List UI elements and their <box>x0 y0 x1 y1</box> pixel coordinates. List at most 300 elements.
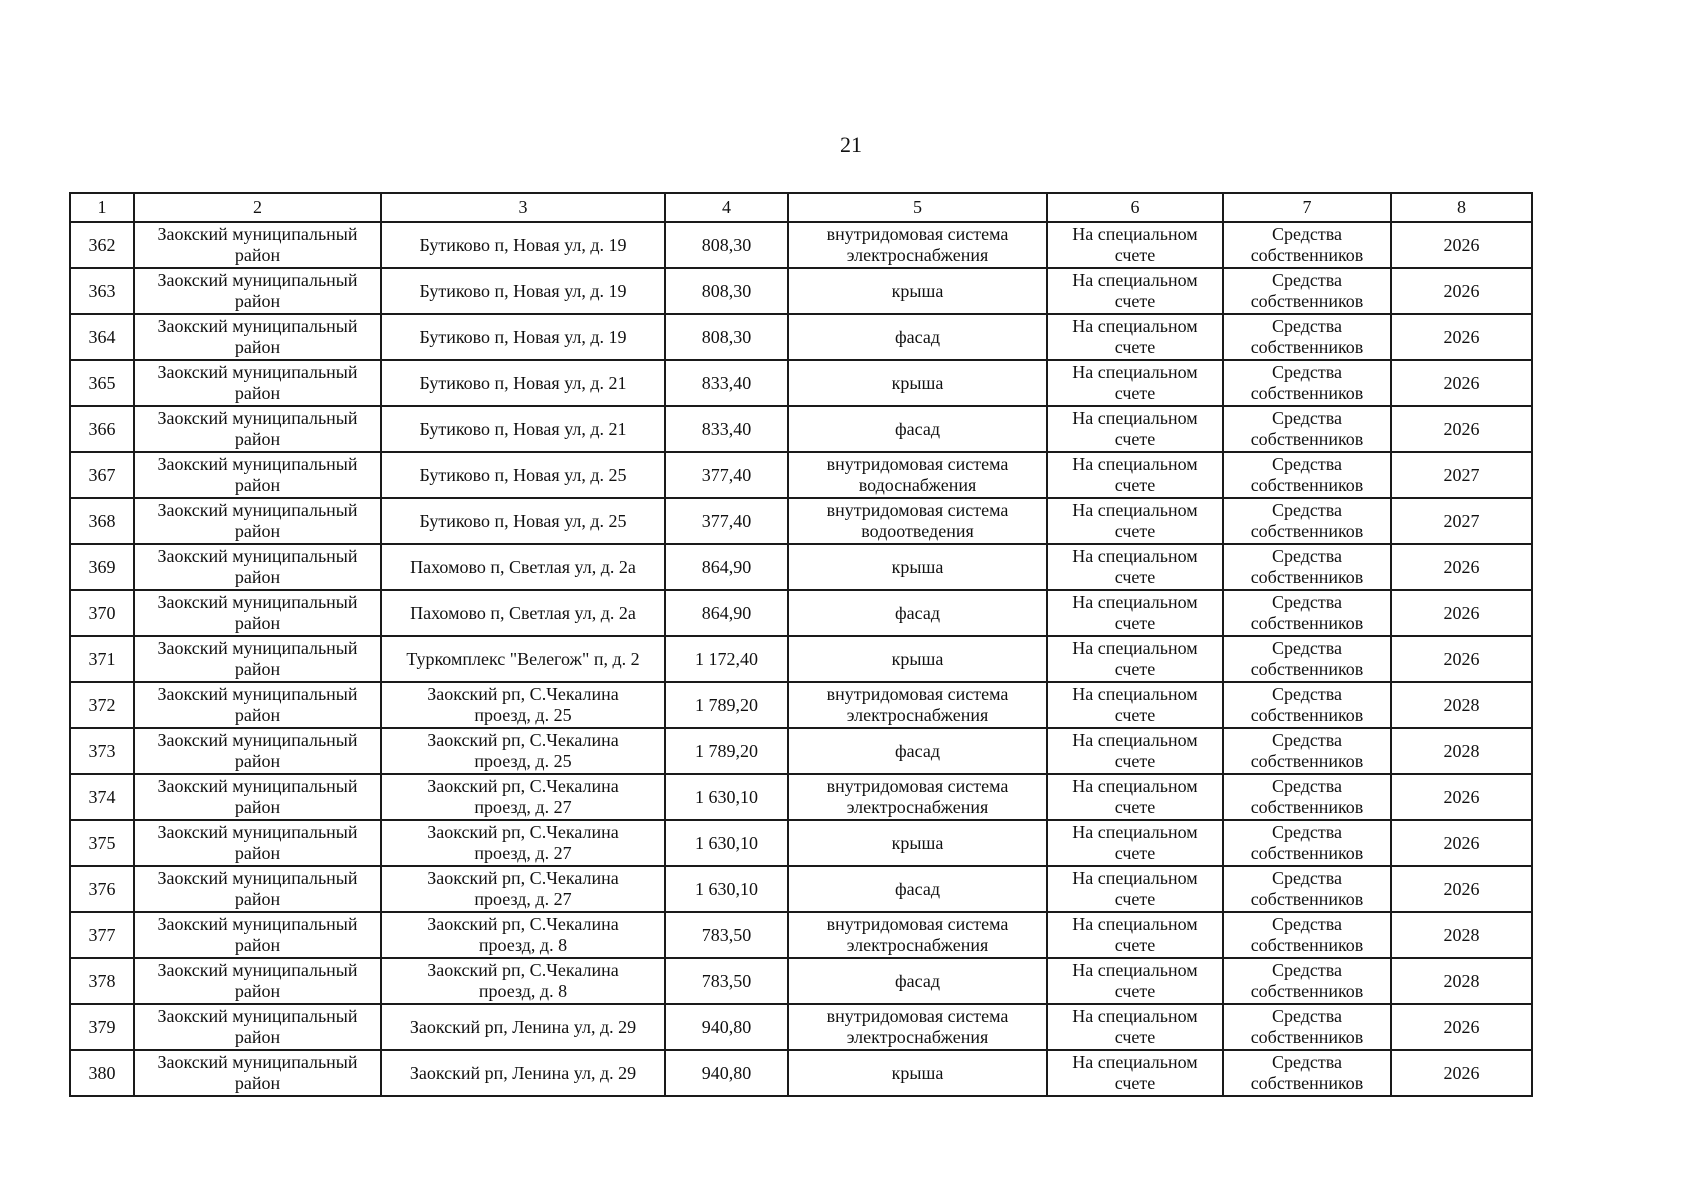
district-cell <box>134 866 381 912</box>
work-type-cell-line: электроснабжения <box>846 245 989 265</box>
work-type-cell-line: электроснабжения <box>846 1027 989 1047</box>
funding-source-cell <box>1223 820 1391 866</box>
work-type-cell-line: фасад <box>894 740 940 761</box>
funding-source-cell-line: Средства <box>1271 638 1343 658</box>
account-cell-line: счете <box>1114 337 1156 357</box>
row-number-cell: 369 <box>70 544 134 590</box>
district-cell <box>134 314 381 360</box>
address-cell-line: Бутиково п, Новая ул, д. 19 <box>419 326 627 347</box>
work-type-cell-line: крыша <box>891 372 944 393</box>
funding-source-cell <box>1223 728 1391 774</box>
work-type-cell-line: фасад <box>894 326 940 347</box>
funding-source-cell-line: Средства <box>1271 270 1343 290</box>
work-type-cell <box>788 958 1047 1004</box>
account-cell-line: На специальном <box>1072 730 1198 750</box>
account-cell <box>1047 866 1223 912</box>
district-cell <box>134 222 381 268</box>
funding-source-cell-line: собственников <box>1250 843 1364 863</box>
funding-source-cell-line: собственников <box>1250 981 1364 1001</box>
address-cell-line: Заокский рп, С.Чекалина <box>427 914 619 934</box>
district-cell-line: район <box>234 613 281 633</box>
year-cell: 2027 <box>1391 498 1532 544</box>
address-cell <box>381 774 665 820</box>
table-row <box>70 820 1532 866</box>
table-row <box>70 728 1532 774</box>
area-cell: 833,40 <box>665 406 788 452</box>
account-cell-line: На специальном <box>1072 684 1198 704</box>
table-row <box>70 1004 1532 1050</box>
year-cell: 2026 <box>1391 774 1532 820</box>
address-cell-line: Заокский рп, С.Чекалина <box>427 684 619 704</box>
funding-source-cell-line: собственников <box>1250 751 1364 771</box>
account-cell-line: счете <box>1114 659 1156 679</box>
table-row <box>70 912 1532 958</box>
address-cell <box>381 498 665 544</box>
account-cell-line: На специальном <box>1072 500 1198 520</box>
row-number-cell: 363 <box>70 268 134 314</box>
district-cell-line: Заокский муниципальный <box>157 362 358 382</box>
account-cell-line: На специальном <box>1072 408 1198 428</box>
table-row <box>70 406 1532 452</box>
area-cell: 940,80 <box>665 1004 788 1050</box>
district-cell-line: Заокский муниципальный <box>157 408 358 428</box>
address-cell-line: Заокский рп, Ленина ул, д. 29 <box>409 1062 637 1083</box>
row-number-cell: 375 <box>70 820 134 866</box>
account-cell-line: На специальном <box>1072 592 1198 612</box>
column-header: 1 <box>70 193 134 222</box>
address-cell <box>381 314 665 360</box>
funding-source-cell-line: Средства <box>1271 316 1343 336</box>
funding-source-cell-line: Средства <box>1271 776 1343 796</box>
district-cell-line: район <box>234 889 281 909</box>
funding-source-cell <box>1223 912 1391 958</box>
district-cell-line: Заокский муниципальный <box>157 776 358 796</box>
funding-source-cell-line: собственников <box>1250 935 1364 955</box>
funding-source-cell-line: Средства <box>1271 684 1343 704</box>
address-cell-line: проезд, д. 25 <box>474 705 572 725</box>
area-cell: 1 789,20 <box>665 682 788 728</box>
funding-source-cell-line: Средства <box>1271 592 1343 612</box>
year-cell: 2026 <box>1391 314 1532 360</box>
address-cell-line: Бутиково п, Новая ул, д. 25 <box>419 510 627 531</box>
account-cell-line: На специальном <box>1072 1006 1198 1026</box>
district-cell-line: район <box>234 383 281 403</box>
funding-source-cell-line: собственников <box>1250 705 1364 725</box>
district-cell-line: район <box>234 981 281 1001</box>
account-cell-line: На специальном <box>1072 454 1198 474</box>
funding-source-cell <box>1223 774 1391 820</box>
address-cell <box>381 452 665 498</box>
address-cell-line: Пахомово п, Светлая ул, д. 2а <box>410 556 636 577</box>
address-cell <box>381 268 665 314</box>
area-cell: 783,50 <box>665 912 788 958</box>
year-cell: 2026 <box>1391 544 1532 590</box>
funding-source-cell-line: собственников <box>1250 889 1364 909</box>
year-cell: 2026 <box>1391 1050 1532 1096</box>
district-cell <box>134 682 381 728</box>
address-cell-line: Заокский рп, С.Чекалина <box>427 822 619 842</box>
account-cell-line: На специальном <box>1072 822 1198 842</box>
account-cell-line: счете <box>1114 705 1156 725</box>
work-type-cell <box>788 268 1047 314</box>
account-cell <box>1047 1004 1223 1050</box>
table-row <box>70 958 1532 1004</box>
address-cell-line: проезд, д. 27 <box>474 797 572 817</box>
account-cell-line: счете <box>1114 751 1156 771</box>
work-type-cell-line: электроснабжения <box>846 935 989 955</box>
account-cell-line: счете <box>1114 889 1156 909</box>
funding-source-cell <box>1223 360 1391 406</box>
district-cell <box>134 820 381 866</box>
table-row <box>70 360 1532 406</box>
funding-source-cell-line: собственников <box>1250 291 1364 311</box>
account-cell <box>1047 958 1223 1004</box>
table-body <box>70 222 1532 1096</box>
funding-source-cell-line: Средства <box>1271 1052 1343 1072</box>
district-cell-line: Заокский муниципальный <box>157 822 358 842</box>
district-cell <box>134 958 381 1004</box>
account-cell <box>1047 498 1223 544</box>
account-cell-line: На специальном <box>1072 868 1198 888</box>
address-cell-line: Бутиково п, Новая ул, д. 19 <box>419 280 627 301</box>
district-cell-line: район <box>234 843 281 863</box>
work-type-cell-line: электроснабжения <box>846 705 989 725</box>
district-cell-line: Заокский муниципальный <box>157 546 358 566</box>
area-cell: 808,30 <box>665 314 788 360</box>
address-cell-line: проезд, д. 8 <box>478 981 568 1001</box>
area-cell: 1 630,10 <box>665 774 788 820</box>
district-cell <box>134 544 381 590</box>
registry-table <box>69 192 1533 1097</box>
district-cell <box>134 636 381 682</box>
work-type-cell-line: фасад <box>894 878 940 899</box>
year-cell: 2026 <box>1391 1004 1532 1050</box>
work-type-cell <box>788 912 1047 958</box>
district-cell-line: район <box>234 705 281 725</box>
address-cell <box>381 1050 665 1096</box>
address-cell <box>381 636 665 682</box>
work-type-cell <box>788 452 1047 498</box>
work-type-cell-line: водоснабжения <box>858 475 977 495</box>
year-cell: 2026 <box>1391 590 1532 636</box>
address-cell-line: Пахомово п, Светлая ул, д. 2а <box>410 602 636 623</box>
address-cell <box>381 866 665 912</box>
work-type-cell <box>788 636 1047 682</box>
district-cell <box>134 498 381 544</box>
funding-source-cell <box>1223 544 1391 590</box>
address-cell <box>381 222 665 268</box>
row-number-cell: 365 <box>70 360 134 406</box>
district-cell-line: район <box>234 521 281 541</box>
address-cell <box>381 360 665 406</box>
table-row <box>70 544 1532 590</box>
work-type-cell-line: внутридомовая система <box>826 454 1009 474</box>
funding-source-cell-line: Средства <box>1271 454 1343 474</box>
district-cell-line: район <box>234 751 281 771</box>
district-cell-line: район <box>234 245 281 265</box>
funding-source-cell <box>1223 958 1391 1004</box>
account-cell <box>1047 268 1223 314</box>
year-cell: 2026 <box>1391 636 1532 682</box>
district-cell-line: район <box>234 659 281 679</box>
row-number-cell: 370 <box>70 590 134 636</box>
account-cell-line: счете <box>1114 935 1156 955</box>
work-type-cell <box>788 682 1047 728</box>
row-number-cell: 378 <box>70 958 134 1004</box>
work-type-cell <box>788 774 1047 820</box>
account-cell-line: счете <box>1114 797 1156 817</box>
district-cell-line: район <box>234 1073 281 1093</box>
funding-source-cell-line: собственников <box>1250 429 1364 449</box>
account-cell-line: На специальном <box>1072 776 1198 796</box>
address-cell-line: Заокский рп, С.Чекалина <box>427 730 619 750</box>
year-cell: 2026 <box>1391 406 1532 452</box>
work-type-cell-line: фасад <box>894 970 940 991</box>
district-cell <box>134 406 381 452</box>
account-cell <box>1047 452 1223 498</box>
work-type-cell <box>788 406 1047 452</box>
district-cell-line: Заокский муниципальный <box>157 316 358 336</box>
address-cell <box>381 912 665 958</box>
address-cell-line: проезд, д. 27 <box>474 889 572 909</box>
area-cell: 833,40 <box>665 360 788 406</box>
area-cell: 1 789,20 <box>665 728 788 774</box>
address-cell-line: проезд, д. 25 <box>474 751 572 771</box>
account-cell-line: счете <box>1114 1073 1156 1093</box>
row-number-cell: 366 <box>70 406 134 452</box>
address-cell-line: Бутиково п, Новая ул, д. 21 <box>419 372 627 393</box>
column-header: 5 <box>788 193 1047 222</box>
work-type-cell-line: крыша <box>891 648 944 669</box>
district-cell <box>134 774 381 820</box>
funding-source-cell <box>1223 222 1391 268</box>
district-cell-line: район <box>234 475 281 495</box>
district-cell-line: район <box>234 429 281 449</box>
address-cell-line: Бутиково п, Новая ул, д. 19 <box>419 234 627 255</box>
district-cell-line: район <box>234 337 281 357</box>
work-type-cell-line: крыша <box>891 1062 944 1083</box>
address-cell <box>381 820 665 866</box>
account-cell-line: счете <box>1114 1027 1156 1047</box>
work-type-cell <box>788 222 1047 268</box>
district-cell-line: Заокский муниципальный <box>157 224 358 244</box>
address-cell <box>381 1004 665 1050</box>
work-type-cell-line: водоотведения <box>861 521 974 541</box>
address-cell <box>381 590 665 636</box>
row-number-cell: 367 <box>70 452 134 498</box>
work-type-cell-line: электроснабжения <box>846 797 989 817</box>
account-cell-line: счете <box>1114 567 1156 587</box>
column-header: 8 <box>1391 193 1532 222</box>
district-cell-line: Заокский муниципальный <box>157 960 358 980</box>
work-type-cell <box>788 1050 1047 1096</box>
account-cell <box>1047 590 1223 636</box>
address-cell <box>381 406 665 452</box>
funding-source-cell-line: Средства <box>1271 960 1343 980</box>
district-cell-line: Заокский муниципальный <box>157 1052 358 1072</box>
district-cell-line: Заокский муниципальный <box>157 500 358 520</box>
funding-source-cell <box>1223 452 1391 498</box>
row-number-cell: 380 <box>70 1050 134 1096</box>
district-cell-line: Заокский муниципальный <box>157 730 358 750</box>
account-cell <box>1047 636 1223 682</box>
area-cell: 808,30 <box>665 268 788 314</box>
account-cell-line: счете <box>1114 383 1156 403</box>
row-number-cell: 362 <box>70 222 134 268</box>
funding-source-cell-line: собственников <box>1250 521 1364 541</box>
district-cell <box>134 268 381 314</box>
address-cell <box>381 958 665 1004</box>
account-cell <box>1047 774 1223 820</box>
work-type-cell-line: крыша <box>891 556 944 577</box>
account-cell-line: счете <box>1114 521 1156 541</box>
table-row <box>70 1050 1532 1096</box>
district-cell-line: район <box>234 935 281 955</box>
funding-source-cell <box>1223 314 1391 360</box>
address-cell-line: Заокский рп, С.Чекалина <box>427 868 619 888</box>
district-cell-line: район <box>234 291 281 311</box>
district-cell <box>134 1004 381 1050</box>
account-cell-line: На специальном <box>1072 224 1198 244</box>
funding-source-cell <box>1223 268 1391 314</box>
address-cell <box>381 728 665 774</box>
funding-source-cell <box>1223 1004 1391 1050</box>
work-type-cell <box>788 360 1047 406</box>
work-type-cell-line: крыша <box>891 832 944 853</box>
account-cell-line: счете <box>1114 291 1156 311</box>
area-cell: 808,30 <box>665 222 788 268</box>
area-cell: 864,90 <box>665 544 788 590</box>
account-cell-line: счете <box>1114 429 1156 449</box>
account-cell <box>1047 222 1223 268</box>
funding-source-cell-line: Средства <box>1271 224 1343 244</box>
funding-source-cell <box>1223 406 1391 452</box>
column-header: 6 <box>1047 193 1223 222</box>
work-type-cell <box>788 820 1047 866</box>
account-cell-line: На специальном <box>1072 362 1198 382</box>
funding-source-cell-line: Средства <box>1271 408 1343 428</box>
row-number-cell: 368 <box>70 498 134 544</box>
account-cell-line: На специальном <box>1072 316 1198 336</box>
funding-source-cell-line: Средства <box>1271 546 1343 566</box>
funding-source-cell-line: собственников <box>1250 797 1364 817</box>
table-row <box>70 682 1532 728</box>
account-cell <box>1047 544 1223 590</box>
district-cell <box>134 452 381 498</box>
work-type-cell <box>788 866 1047 912</box>
account-cell-line: На специальном <box>1072 638 1198 658</box>
table-row <box>70 314 1532 360</box>
table-row <box>70 498 1532 544</box>
district-cell-line: район <box>234 797 281 817</box>
area-cell: 377,40 <box>665 452 788 498</box>
account-cell-line: На специальном <box>1072 914 1198 934</box>
address-cell-line: Бутиково п, Новая ул, д. 21 <box>419 418 627 439</box>
table-row <box>70 774 1532 820</box>
district-cell-line: Заокский муниципальный <box>157 454 358 474</box>
district-cell <box>134 728 381 774</box>
account-cell <box>1047 360 1223 406</box>
account-cell <box>1047 728 1223 774</box>
work-type-cell <box>788 314 1047 360</box>
funding-source-cell-line: Средства <box>1271 1006 1343 1026</box>
district-cell-line: Заокский муниципальный <box>157 914 358 934</box>
funding-source-cell <box>1223 590 1391 636</box>
column-header: 7 <box>1223 193 1391 222</box>
district-cell-line: район <box>234 1027 281 1047</box>
page-number: 21 <box>840 132 862 157</box>
work-type-cell <box>788 1004 1047 1050</box>
area-cell: 377,40 <box>665 498 788 544</box>
year-cell: 2028 <box>1391 912 1532 958</box>
funding-source-cell <box>1223 866 1391 912</box>
account-cell-line: На специальном <box>1072 270 1198 290</box>
work-type-cell-line: крыша <box>891 280 944 301</box>
district-cell-line: Заокский муниципальный <box>157 638 358 658</box>
account-cell <box>1047 406 1223 452</box>
funding-source-cell-line: собственников <box>1250 1027 1364 1047</box>
area-cell: 864,90 <box>665 590 788 636</box>
account-cell-line: счете <box>1114 245 1156 265</box>
row-number-cell: 376 <box>70 866 134 912</box>
district-cell-line: Заокский муниципальный <box>157 1006 358 1026</box>
area-cell: 1 630,10 <box>665 866 788 912</box>
area-cell: 783,50 <box>665 958 788 1004</box>
table-row <box>70 866 1532 912</box>
table-row <box>70 636 1532 682</box>
year-cell: 2028 <box>1391 728 1532 774</box>
funding-source-cell-line: собственников <box>1250 659 1364 679</box>
address-cell-line: Заокский рп, С.Чекалина <box>427 776 619 796</box>
area-cell: 1 172,40 <box>665 636 788 682</box>
account-cell <box>1047 912 1223 958</box>
year-cell: 2026 <box>1391 360 1532 406</box>
account-cell <box>1047 682 1223 728</box>
funding-source-cell <box>1223 1050 1391 1096</box>
funding-source-cell <box>1223 636 1391 682</box>
work-type-cell <box>788 728 1047 774</box>
address-cell-line: Заокский рп, С.Чекалина <box>427 960 619 980</box>
account-cell <box>1047 820 1223 866</box>
row-number-cell: 374 <box>70 774 134 820</box>
work-type-cell-line: фасад <box>894 602 940 623</box>
district-cell <box>134 590 381 636</box>
address-cell-line: Бутиково п, Новая ул, д. 25 <box>419 464 627 485</box>
account-cell-line: счете <box>1114 981 1156 1001</box>
year-cell: 2026 <box>1391 866 1532 912</box>
district-cell-line: Заокский муниципальный <box>157 592 358 612</box>
district-cell-line: район <box>234 567 281 587</box>
district-cell <box>134 912 381 958</box>
row-number-cell: 379 <box>70 1004 134 1050</box>
funding-source-cell-line: собственников <box>1250 1073 1364 1093</box>
funding-source-cell-line: Средства <box>1271 822 1343 842</box>
year-cell: 2026 <box>1391 268 1532 314</box>
year-cell: 2027 <box>1391 452 1532 498</box>
header-row <box>70 193 1532 222</box>
work-type-cell-line: внутридомовая система <box>826 914 1009 934</box>
work-type-cell <box>788 498 1047 544</box>
row-number-cell: 377 <box>70 912 134 958</box>
account-cell <box>1047 1050 1223 1096</box>
funding-source-cell-line: собственников <box>1250 567 1364 587</box>
work-type-cell-line: фасад <box>894 418 940 439</box>
year-cell: 2026 <box>1391 222 1532 268</box>
row-number-cell: 364 <box>70 314 134 360</box>
column-header: 2 <box>134 193 381 222</box>
funding-source-cell-line: собственников <box>1250 245 1364 265</box>
address-cell <box>381 682 665 728</box>
